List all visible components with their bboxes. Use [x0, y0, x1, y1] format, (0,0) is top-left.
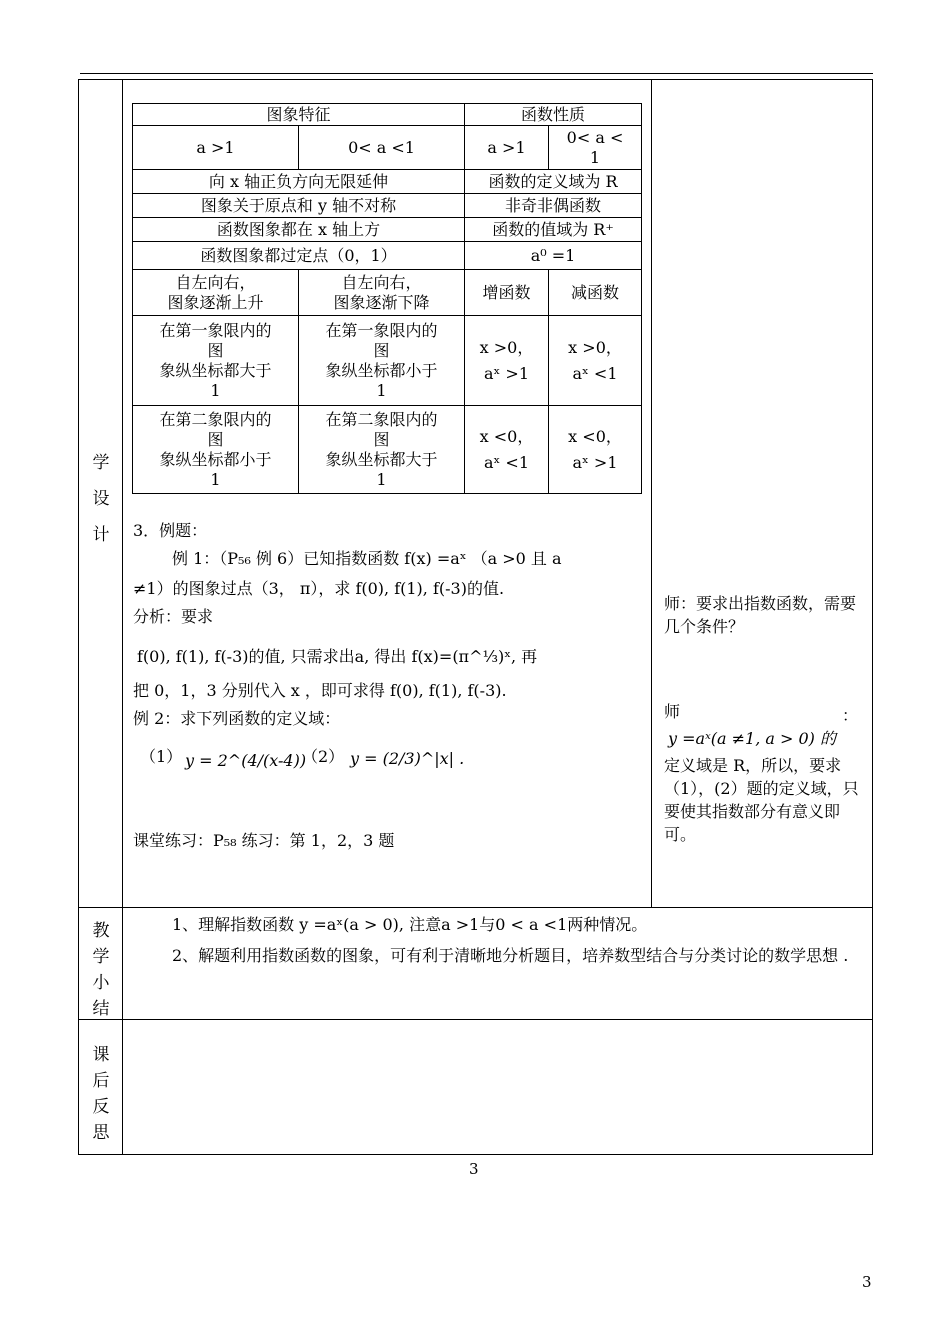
- q1-gt-1-prop: x >0， aˣ >1: [465, 316, 549, 406]
- example2-part1-formula: y = 2^(4/(x-4)): [185, 751, 307, 770]
- teacher-note-2-text: 定义域是 R，所以，要求（1），(2）题的定义域，只要使其指数部分有意义即可。: [664, 756, 859, 844]
- example2-part2-label: （2）: [302, 747, 345, 766]
- example2-part2-formula: y = (2/3)^|x| .: [350, 749, 465, 768]
- q2-lt-1-prop: x <0， aˣ >1: [549, 406, 642, 494]
- row-increasing: 增函数: [465, 270, 549, 316]
- cond-a-gt-1: a >1: [133, 126, 299, 170]
- row-fixed-point: 函数图象都过定点（0，1）: [133, 242, 465, 270]
- reflection-label: 课 后 反 思: [92, 1045, 110, 1143]
- reflection-row-divider: [78, 1019, 873, 1020]
- row-domain: 函数的定义域为 R: [465, 170, 642, 194]
- row-rising: 自左向右， 图象逐渐上升: [133, 270, 299, 316]
- label-column-divider: [122, 79, 123, 1155]
- row-falling: 自左向右， 图象逐渐下降: [299, 270, 465, 316]
- row-decreasing: 减函数: [549, 270, 642, 316]
- teacher-note-2-label: 师: [664, 702, 681, 721]
- analysis-line: f(0), f(1), f(-3)的值, 只需求出a, 得出 f(x)=(π^⅓)ˣ, 再: [137, 647, 538, 666]
- row-range: 函数的值域为 R⁺: [465, 218, 642, 242]
- header-rule: [80, 73, 873, 74]
- q2-gt-1-desc: 在第二象限内的 图 象纵坐标都小于 1: [133, 406, 299, 494]
- examples-heading: 3．例题：: [133, 521, 208, 540]
- page-number-corner: 3: [862, 1273, 872, 1291]
- q2-lt-1-desc: 在第二象限内的 图 象纵坐标都大于 1: [299, 406, 465, 494]
- row-parity: 非奇非偶函数: [465, 194, 642, 218]
- header-graph-features: 图象特征: [133, 104, 465, 126]
- teacher-note-2-formula: y =aˣ(a ≠1, a > 0) 的: [668, 729, 837, 748]
- notes-column-divider: [651, 79, 652, 907]
- row-a-zero: a⁰ =1: [465, 242, 642, 270]
- example2-part1-label: （1）: [140, 747, 183, 766]
- analysis-label: 分析：要求: [133, 607, 214, 626]
- cond-a-lt-1-prop: 0< a < 1: [549, 126, 642, 170]
- q1-gt-1-desc: 在第一象限内的 图 象纵坐标都大于 1: [133, 316, 299, 406]
- teacher-note-2-colon: ：: [842, 706, 859, 725]
- summary-point-1: 1、理解指数函数 y =aˣ(a > 0), 注意a >1与0 < a <1两种情况。: [172, 915, 648, 934]
- page-number-center: 3: [469, 1160, 479, 1178]
- row-symmetry: 图象关于原点和 y 轴不对称: [133, 194, 465, 218]
- exponential-properties-table: [132, 103, 642, 494]
- q1-lt-1-prop: x >0， aˣ <1: [549, 316, 642, 406]
- row-extension: 向 x 轴正负方向无限延伸: [133, 170, 465, 194]
- header-function-properties: 函数性质: [465, 104, 642, 126]
- substitute-line: 把 0，1，3 分别代入 x ，即可求得 f(0), f(1), f(-3).: [133, 681, 507, 700]
- design-label: 学 设 计: [92, 453, 110, 545]
- q2-gt-1-prop: x <0， aˣ <1: [465, 406, 549, 494]
- teacher-note-1: 师：要求出指数函数，需要几个条件？: [664, 594, 857, 636]
- row-above-axis: 函数图象都在 x 轴上方: [133, 218, 465, 242]
- class-practice: 课堂练习：P₅₈ 练习：第 1，2，3 题: [133, 831, 395, 850]
- example1-line1: 例 1：（P₅₆ 例 6）已知指数函数 f(x) =aˣ （a >0 且 a: [172, 549, 562, 568]
- example1-line2: ≠1）的图象过点（3， π），求 f(0), f(1), f(-3)的值.: [133, 579, 505, 598]
- cond-a-gt-1-prop: a >1: [465, 126, 549, 170]
- cond-a-lt-1: 0< a <1: [299, 126, 465, 170]
- summary-row-divider: [78, 907, 873, 908]
- summary-label: 教 学 小 结: [92, 921, 110, 1019]
- summary-point-2: 2、解题利用指数函数的图象，可有利于清晰地分析题目，培养数型结合与分类讨论的数学思想 .: [172, 946, 849, 965]
- example2-heading: 例 2：求下列函数的定义域：: [133, 709, 341, 728]
- q1-lt-1-desc: 在第一象限内的 图 象纵坐标都小于 1: [299, 316, 465, 406]
